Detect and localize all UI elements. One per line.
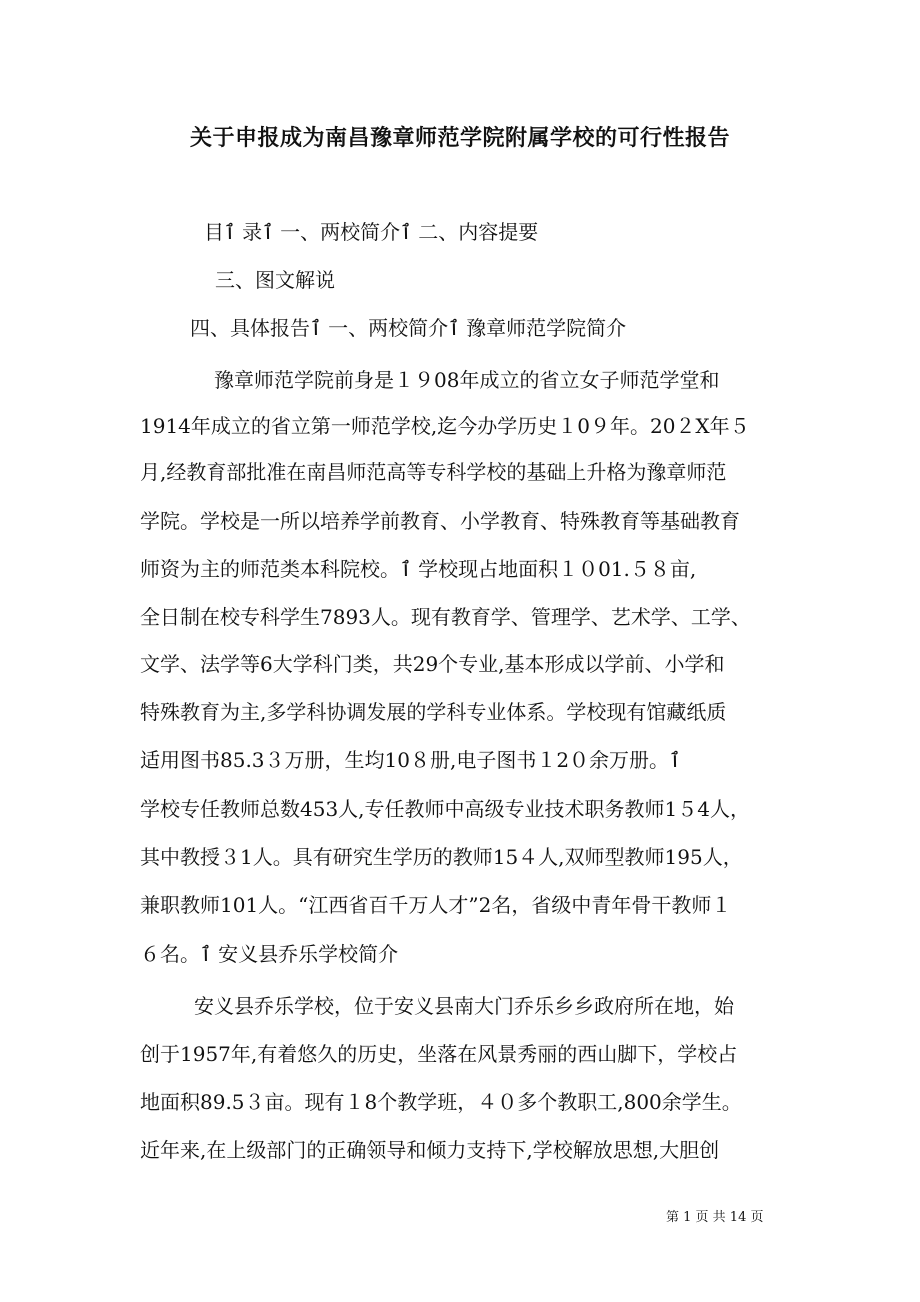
toc-line-2: 三、图文解说 — [215, 268, 335, 292]
paragraph-1-line-6: 全日制在校专科学生7893人。现有教育学、管理学、艺术学、工学、 — [140, 605, 751, 629]
document-title: 关于申报成为南昌豫章师范学院附属学校的可行性报告 — [189, 125, 730, 151]
paragraph-1-line-11: 其中教授３1人。具有研究生学历的教师15４人,双师型教师195人， — [140, 845, 743, 869]
paragraph-2-line-2: 创于1957年,有着悠久的历史，坐落在风景秀丽的西山脚下，学校占 — [140, 1042, 738, 1066]
paragraph-1-line-10: 学校专任教师总数453人,专任教师中高级专业技术职务教师1５4人， — [140, 797, 750, 821]
paragraph-1-line-13: ６名。ٱ 安义县乔乐学校简介 — [140, 942, 399, 966]
toc-line-3: 四、具体报告ٱ 一、两校简介ٱ 豫章师范学院简介 — [190, 316, 627, 340]
paragraph-1-line-2: 1914年成立的省立第一师范学校,迄今办学历史１0９年。20２X年５ — [140, 414, 750, 438]
paragraph-1-line-12: 兼职教师101人。“江西省百千万人才”2名，省级中青年骨干教师１ — [140, 893, 732, 917]
paragraph-1-line-7: 文学、法学等6大学科门类，共29个专业,基本形成以学前、小学和 — [140, 652, 725, 676]
paragraph-2-line-4: 近年来,在上级部门的正确领导和倾力支持下,学校解放思想,大胆创 — [140, 1138, 720, 1162]
paragraph-2-line-1: 安义县乔乐学校，位于安义县南大门乔乐乡乡政府所在地，始 — [194, 994, 734, 1018]
paragraph-1-line-5: 师资为主的师范类本科院校。ٱ 学校现占地面积１０01.５８亩, — [140, 557, 697, 581]
paragraph-1-line-1: 豫章师范学院前身是１９08年成立的省立女子师范学堂和 — [214, 368, 720, 392]
paragraph-1-line-3: 月,经教育部批准在南昌师范高等专科学校的基础上升格为豫章师范 — [140, 460, 727, 484]
paragraph-2-line-3: 地面积89.5３亩。现有１8个教学班，４０多个教职工,800余学生。 — [140, 1090, 742, 1114]
paragraph-1-line-9: 适用图书85.3３万册，生均10８册,电子图书１2０余万册。ٱ — [140, 748, 681, 772]
paragraph-1-line-4: 学院。学校是一所以培养学前教育、小学教育、特殊教育等基础教育 — [140, 509, 740, 533]
toc-line-1: 目ٱ 录ٱ 一、两校简介ٱ 二、内容提要 — [204, 220, 539, 244]
paragraph-1-line-8: 特殊教育为主,多学科协调发展的学科专业体系。学校现有馆藏纸质 — [140, 700, 727, 724]
page-footer: 第 1 页 共 14 页 — [666, 1210, 764, 1225]
